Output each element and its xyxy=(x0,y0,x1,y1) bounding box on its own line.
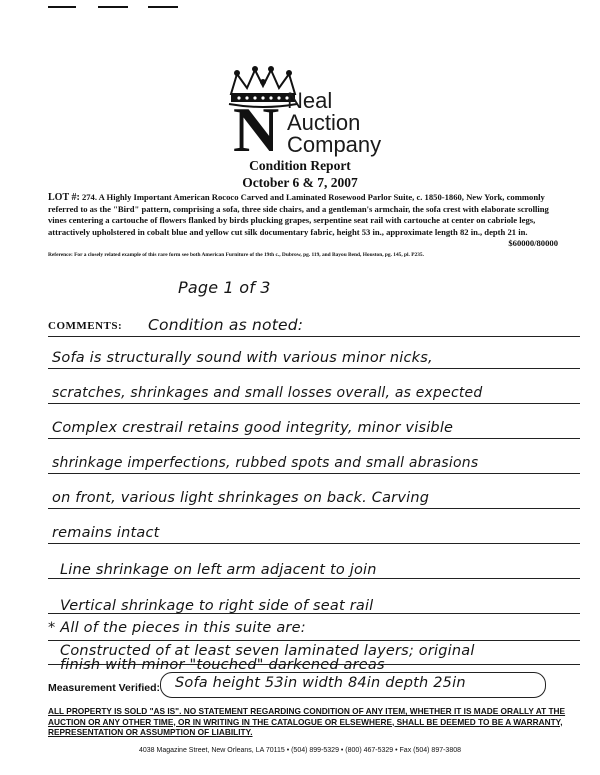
comment-line: Complex crestrail retains good integrity, minor visible xyxy=(52,420,454,436)
edge-dash xyxy=(98,6,128,8)
comment-line: Sofa is structurally sound with various minor nicks, xyxy=(52,350,433,366)
lot-description: 274. A Highly Important American Rococo Carved and Laminated Rosewood Parlor Suite, c. 1850-1860, New York, commonly referred to as the "Bird" pattern, comprising a sofa, three side chairs, and a gentleman's armchair, the sofa crest with elaborate scrolling vines centering a cartouche of flowers flanked by birds plucking grapes, serpentine seat rail with cartouche at center on cabriole legs, attractively upholstered in cobalt blue and yellow cut silk documentary fabric, height 53 in., approximate length 82 in., depth 21 in. xyxy=(48,192,549,237)
comment-line: finish with minor "touched" darkened areas xyxy=(60,657,385,673)
company-logo xyxy=(205,58,395,165)
comments-label: COMMENTS: xyxy=(48,320,123,332)
measurement-value: Sofa height 53in width 84in depth 25in xyxy=(175,675,466,691)
comment-line: on front, various light shrinkages on back. Carving xyxy=(52,490,430,506)
logo-word-auction: Auction xyxy=(287,110,361,135)
ruled-line xyxy=(48,640,580,641)
edge-dash xyxy=(48,6,76,8)
ruled-line xyxy=(48,508,580,509)
page-number-note: Page 1 of 3 xyxy=(178,278,271,297)
ruled-line xyxy=(48,438,580,439)
logo-word-neal: Neal xyxy=(287,88,333,113)
report-title: Condition Report xyxy=(249,158,351,173)
lot-reference: Reference: For a closely related example of this rare form see both American Furniture of the 19th c., Dubrow, pg. 119, and Bayou Bend, Houston, pg. 145, pl. P235. xyxy=(48,252,424,258)
footer-address: 4038 Magazine Street, New Orleans, LA 70115 • (504) 899-5329 • (800) 467-5329 • Fax (504) 897-3808 xyxy=(138,747,462,754)
comment-line: Vertical shrinkage to right side of seat rail xyxy=(60,598,374,614)
ruled-line xyxy=(48,473,580,474)
comment-line: Line shrinkage on left arm adjacent to join xyxy=(60,562,377,578)
logo-monogram: N xyxy=(233,94,280,165)
lot-estimate: $60000/80000 xyxy=(508,238,558,248)
ruled-line xyxy=(48,368,580,369)
logo-word-company: Company xyxy=(287,132,382,157)
comment-line: scratches, shrinkages and small losses overall, as expected xyxy=(52,385,483,401)
disclaimer: ALL PROPERTY IS SOLD "AS IS". NO STATEMENT REGARDING CONDITION OF ANY ITEM, WHETHER IT IS MADE ORALLY AT THE AUCTION OR ANY OTHER TIME, OR IN WRITING IN THE CATALOGUE OR ELSEWHERE, SHALL BE DEEMED TO BE A WARRANTY, REPRESENTATION OR ASSUMPTION OF LIABILITY. xyxy=(48,706,566,737)
ruled-line xyxy=(48,336,580,337)
report-date: October 6 & 7, 2007 xyxy=(242,175,358,190)
comment-line: remains intact xyxy=(52,525,160,541)
comment-line: Condition as noted: xyxy=(148,316,304,334)
comment-line: Constructed of at least seven laminated layers; original xyxy=(60,643,475,659)
measurement-label: Measurement Verified: xyxy=(48,682,161,694)
ruled-line xyxy=(48,543,580,544)
comment-line: * All of the pieces in this suite are: xyxy=(48,620,306,636)
ruled-line xyxy=(48,578,580,579)
lot-label: LOT #: xyxy=(48,192,80,203)
comment-line: shrinkage imperfections, rubbed spots and small abrasions xyxy=(52,455,479,471)
ruled-line xyxy=(48,403,580,404)
edge-dash xyxy=(148,6,178,8)
lot-description-block xyxy=(48,192,558,250)
